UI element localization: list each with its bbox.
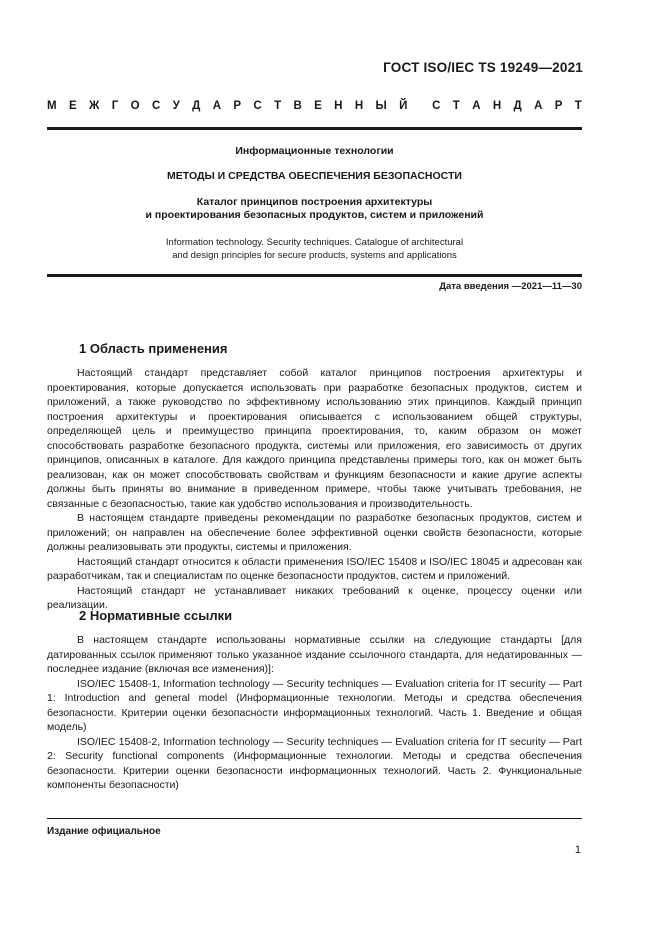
footer-divider [47,818,582,819]
paragraph: В настоящем стандарте приведены рекомендации по разработке безопасных продуктов, систем и приложений; он направлен на обеспечение более эффективной оценки свойств безопасности, которые должны реализовывать эти продукты, системы и приложения. [47,512,582,553]
introduction-date: Дата введения —2021—11—30 [439,281,582,292]
official-edition-label: Издание официальное [47,826,161,837]
paragraph: В настоящем стандарте использованы нормативные ссылки на следующие стандарты [для датированных ссылок применяют только указанное издание ссылочного стандарта, для недатированных — последнее издание (включая все изменения)]: [47,634,582,675]
standard-letter: С [151,100,161,112]
reference-item: ISO/IEC 15408-1, Information technology — Security techniques — Evaluation criteria for IT security — Part 1: Introduction and general model (Информационные технологии. Методы и средства обеспечения безопасности. Критерии оценки безопасности информационных технологий. Часть 1. Введение и общая модель) [47,677,582,733]
standard-letter: А [472,100,481,112]
standard-letter: Н [334,100,343,112]
interstate-standard-label [47,100,582,112]
standard-letter: Е [68,100,77,112]
standard-letter: У [172,100,180,112]
english-title [47,236,582,262]
standard-letter: В [293,100,302,112]
section-heading-scope: 1 Область применения [79,341,228,356]
paragraph: Настоящий стандарт не устанавливает никаких требований к оценке, процессу оценки или реализации. [47,584,582,611]
standard-letter: Т [274,100,282,112]
standard-letter: Т [574,100,582,112]
standard-letter: Д [513,100,522,112]
paragraph: Настоящий стандарт представляет собой каталог принципов построения архитектуры и проектирования, которые допускается использовать при разработке безопасных продуктов, систем и приложений, а также руководство по эффективному использованию этих принципов. Каждый принцип построения архитектуры и проектирования описывается с использованием общей структуры, определяющей цель и преимущество принципа проектирования, то, каким образом он может способствовать разработке безопасного продукта, системы или приложения, его зависимость от других принципов, описанных в каталоге. Для каждого принципа представлены примеры того, как он может быть реализован, как он может способствовать свойствам и функциям безопасности и какие другие аспекты должны быть приняты во внимание в приведенном примере, чтобы также учитывать требования, не связанные с безопасностью, такие как удобство использования и производительность. [47,367,582,510]
section-body-scope [47,366,582,613]
catalog-title [47,196,582,222]
standard-letter: М [47,100,57,112]
paragraph: Настоящий стандарт относится к области применения ISO/IEC 15408 и ISO/IEC 18045 и адресован как разработчикам, так и специалистам по оценке безопасности продуктов, систем и приложений. [47,555,582,582]
standard-letter: С [253,100,262,112]
standard-letter: Р [554,100,563,112]
top-divider [47,127,582,130]
title-divider [47,274,582,277]
standard-letter: А [212,100,222,112]
standard-letter: Г [111,100,119,112]
standard-letter: Н [354,100,364,112]
subject-title: Информационные технологии [235,145,394,157]
english-title-line: and design principles for secure products, systems and applications [172,250,457,261]
gost-code: ГОСТ ISO/IEC TS 19249—2021 [383,60,583,75]
standard-letter: О [130,100,140,112]
catalog-title-line: и проектирования безопасных продуктов, систем и приложений [145,209,484,221]
standard-letter: Н [492,100,502,112]
page-number: 1 [574,844,581,856]
standard-letter: Ж [88,100,100,112]
reference-item: ISO/IEC 15408-2, Information technology — Security techniques — Evaluation criteria for IT security — Part 2: Security functional components (Информационные технологии. Методы и средства обеспечения безопасности. Критерии оценки безопасности информационных технологий. Часть 2. Функциональные компоненты безопасности) [47,735,582,791]
standard-letter: С [432,100,441,112]
standard-letter: Д [192,100,201,112]
standard-letter: Ы [375,100,387,112]
standard-letter: А [534,100,543,112]
english-title-line: Information technology. Security techniques. Catalogue of architectural [165,237,464,248]
standard-letter: Р [233,100,242,112]
section-heading-normative-references: 2 Нормативные ссылки [79,608,233,623]
section-body-normative-references [47,633,582,793]
standard-letter: Е [314,100,322,112]
standard-letter: Т [452,100,460,112]
main-title: МЕТОДЫ И СРЕДСТВА ОБЕСПЕЧЕНИЯ БЕЗОПАСНОСТИ [167,170,462,182]
standard-letter: Й [399,100,408,112]
catalog-title-line: Каталог принципов построения архитектуры [196,196,433,208]
